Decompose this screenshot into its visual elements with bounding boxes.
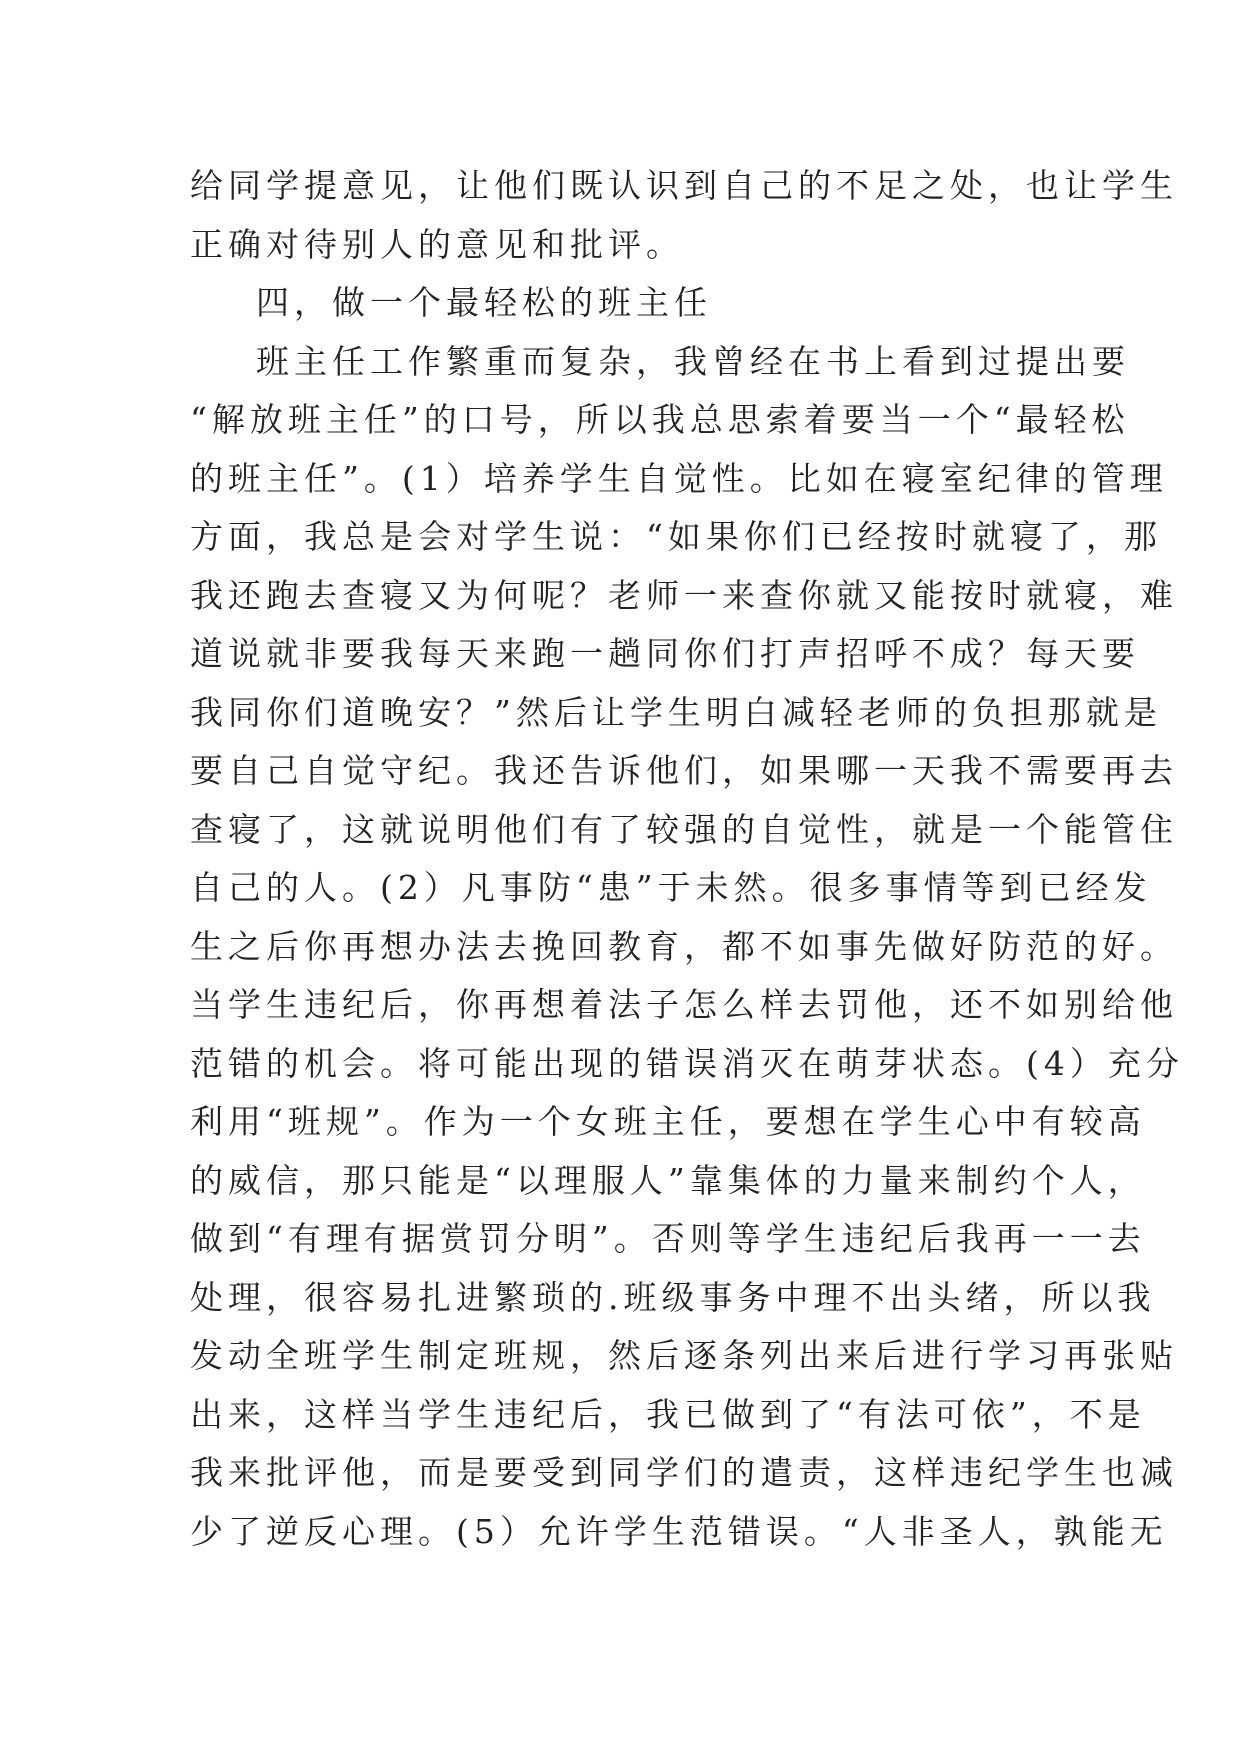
text-line: 出来，这样当学生违纪后，我已做到了“有法可依”，不是 <box>190 1394 1146 1434</box>
text-line: 方面，我总是会对学生说：“如果你们已经按时就寝了，那 <box>190 517 1162 556</box>
text-line: 做到“有理有据赏罚分明”。否则等学生违纪后我再一一去 <box>190 1219 1146 1258</box>
text-line: 我还跑去查寝又为何呢？老师一来查你就又能按时就寝，难 <box>190 575 1178 615</box>
text-line: 当学生违纪后，你再想着法子怎么样去罚他，还不如别给他 <box>190 985 1178 1024</box>
text-line: 处理，很容易扎进繁琐的.班级事务中理不出头绪，所以我 <box>190 1277 1156 1317</box>
section-heading: 四，做一个最轻松的班主任 <box>256 283 712 322</box>
text-line: 给同学提意见，让他们既认识到自己的不足之处，也让学生 <box>190 166 1178 205</box>
text-line: 生之后你再想办法去挽回教育，都不如事先做好防范的好。 <box>190 926 1178 966</box>
text-line: 我同你们道晚安？”然后让学生明白减轻老师的负担那就是 <box>190 692 1162 732</box>
text-line: “解放班主任”的口号，所以我总思索着要当一个“最轻松 <box>190 400 1130 439</box>
text-line: 自己的人。(2）凡事防“患”于未然。很多事情等到已经发 <box>190 868 1152 907</box>
text-line: 的班主任”。(1）培养学生自觉性。比如在寝室纪律的管理 <box>190 458 1168 498</box>
text-line: 道说就非要我每天来跑一趟同你们打声招呼不成？每天要 <box>190 634 1140 673</box>
text-line: 班主任工作繁重而复杂，我曾经在书上看到过提出要 <box>256 341 1130 381</box>
text-line: 查寝了，这就说明他们有了较强的自觉性，就是一个能管住 <box>190 809 1178 849</box>
text-line: 少了逆反心理。(5）允许学生范错误。“人非圣人，孰能无 <box>190 1511 1168 1551</box>
text-line: 要自己自觉守纪。我还告诉他们，如果哪一天我不需要再去 <box>190 751 1178 790</box>
text-line: 范错的机会。将可能出现的错误消灭在萌芽状态。(4）充分 <box>190 1043 1184 1083</box>
text-line: 我来批评他，而是要受到同学们的遣责，这样违纪学生也减 <box>190 1453 1178 1492</box>
text-line: 利用“班规”。作为一个女班主任，要想在学生心中有较高 <box>190 1102 1146 1141</box>
text-line: 正确对待别人的意见和批评。 <box>190 224 684 264</box>
text-line: 发动全班学生制定班规，然后逐条列出来后进行学习再张贴 <box>190 1336 1178 1375</box>
body-text <box>190 157 1184 1561</box>
text-line: 的威信，那只能是“以理服人”靠集体的力量来制约个人， <box>190 1160 1146 1200</box>
